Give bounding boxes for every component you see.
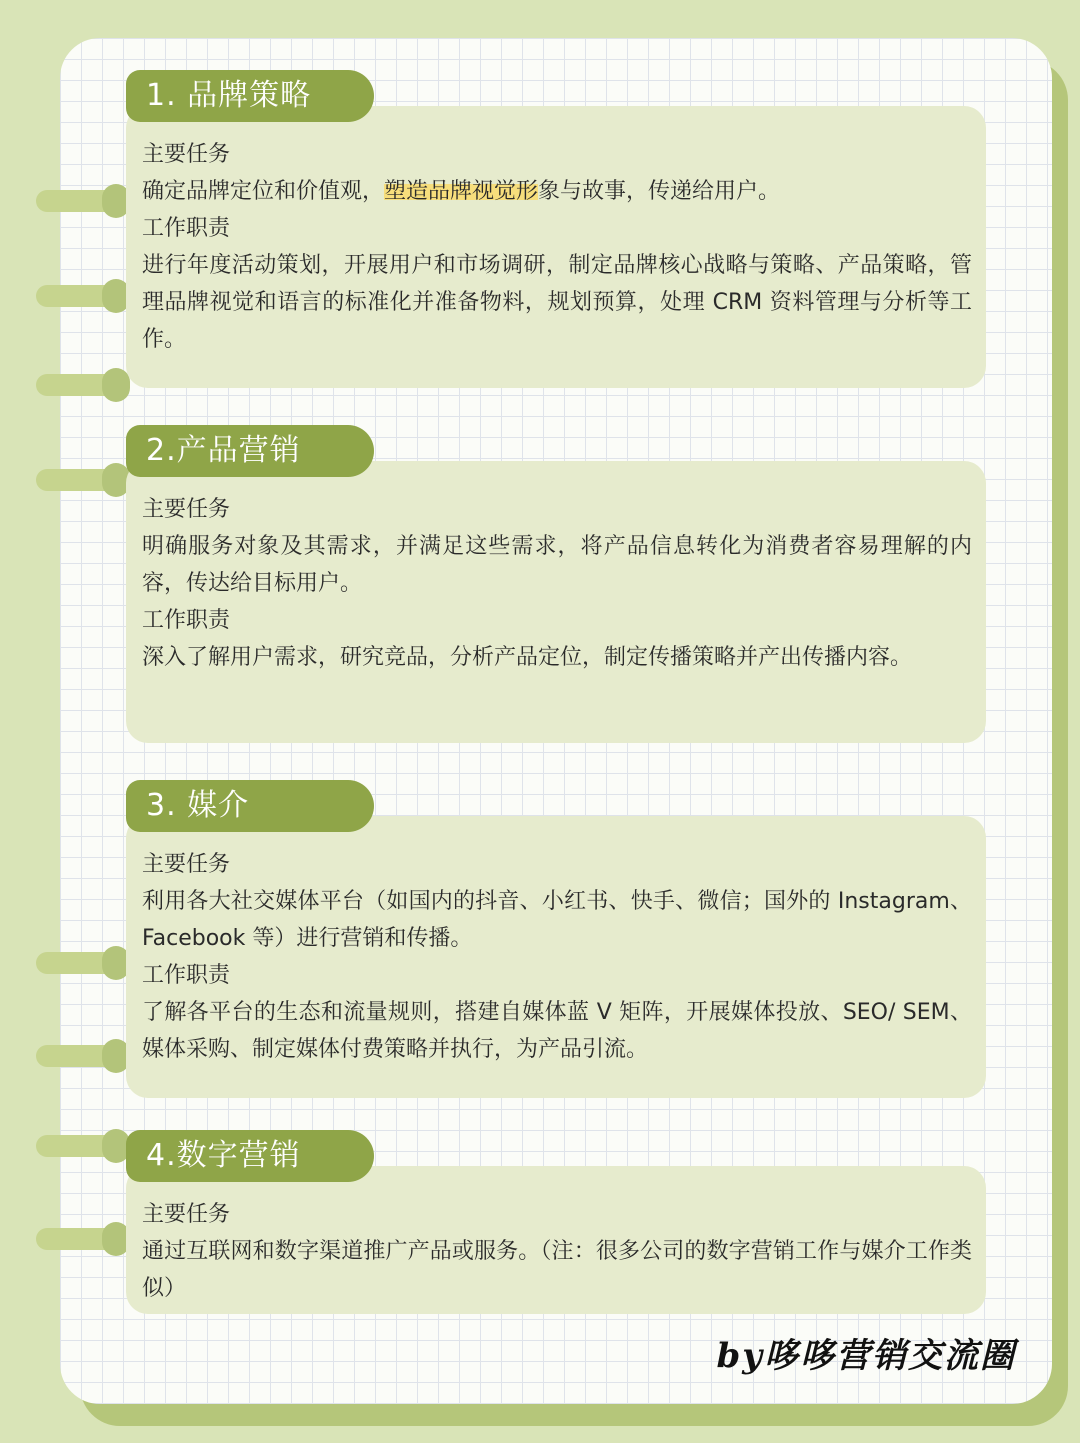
task-label: 主要任务: [142, 136, 230, 173]
section-product-marketing: [126, 425, 986, 743]
section-title: 2.产品营销: [126, 425, 374, 477]
section-brand-strategy: [126, 70, 986, 388]
task-text: 利用各大社交媒体平台（如国内的抖音、小红书、快手、微信；国外的 Instagram、Facebook 等）进行营销和传播。: [142, 889, 972, 951]
binder-ring: [36, 1131, 128, 1161]
section-title: 1. 品牌策略: [126, 70, 374, 122]
duty-text: 了解各平台的生态和流量规则，搭建自媒体蓝 V 矩阵，开展媒体投放、SEO/ SEM、媒体采购、制定媒体付费策略并执行，为产品引流。: [142, 1000, 972, 1062]
task-label: 主要任务: [142, 846, 230, 883]
author-signature: by哆哆营销交流圈: [716, 1336, 1016, 1376]
duty-label: 工作职责: [142, 957, 230, 994]
duty-text: 深入了解用户需求，研究竞品，分析产品定位，制定传播策略并产出传播内容。: [142, 645, 913, 670]
section-content: [142, 136, 972, 358]
binder-ring: [36, 465, 128, 495]
section-content: [142, 1196, 972, 1307]
section-media: [126, 780, 986, 1098]
task-label: 主要任务: [142, 491, 230, 528]
binder-ring: [36, 186, 128, 216]
task-label: 主要任务: [142, 1196, 230, 1233]
duty-text: 进行年度活动策划，开展用户和市场调研，制定品牌核心战略与策略、产品策略，管理品牌视觉和语言的标准化并准备物料，规划预算，处理 CRM 资料管理与分析等工作。: [142, 253, 972, 352]
binder-ring: [36, 281, 128, 311]
section-content: [142, 846, 972, 1068]
duty-label: 工作职责: [142, 210, 230, 247]
binder-ring: [36, 370, 128, 400]
section-content: [142, 491, 972, 676]
task-text: 通过互联网和数字渠道推广产品或服务。（注：很多公司的数字营销工作与媒介工作类似）: [142, 1239, 972, 1301]
task-text: 确定品牌定位和价值观，塑造品牌视觉形象与故事，传递给用户。: [142, 179, 781, 204]
binder-ring: [36, 1041, 128, 1071]
highlight-text: 塑造品牌视觉形: [384, 179, 539, 204]
task-text: 明确服务对象及其需求，并满足这些需求，将产品信息转化为消费者容易理解的内容，传达给目标用户。: [142, 534, 972, 596]
section-title: 4.数字营销: [126, 1130, 374, 1182]
binder-ring: [36, 948, 128, 978]
section-title: 3. 媒介: [126, 780, 374, 832]
binder-ring: [36, 1224, 128, 1254]
duty-label: 工作职责: [142, 602, 230, 639]
section-digital-marketing: [126, 1130, 986, 1314]
